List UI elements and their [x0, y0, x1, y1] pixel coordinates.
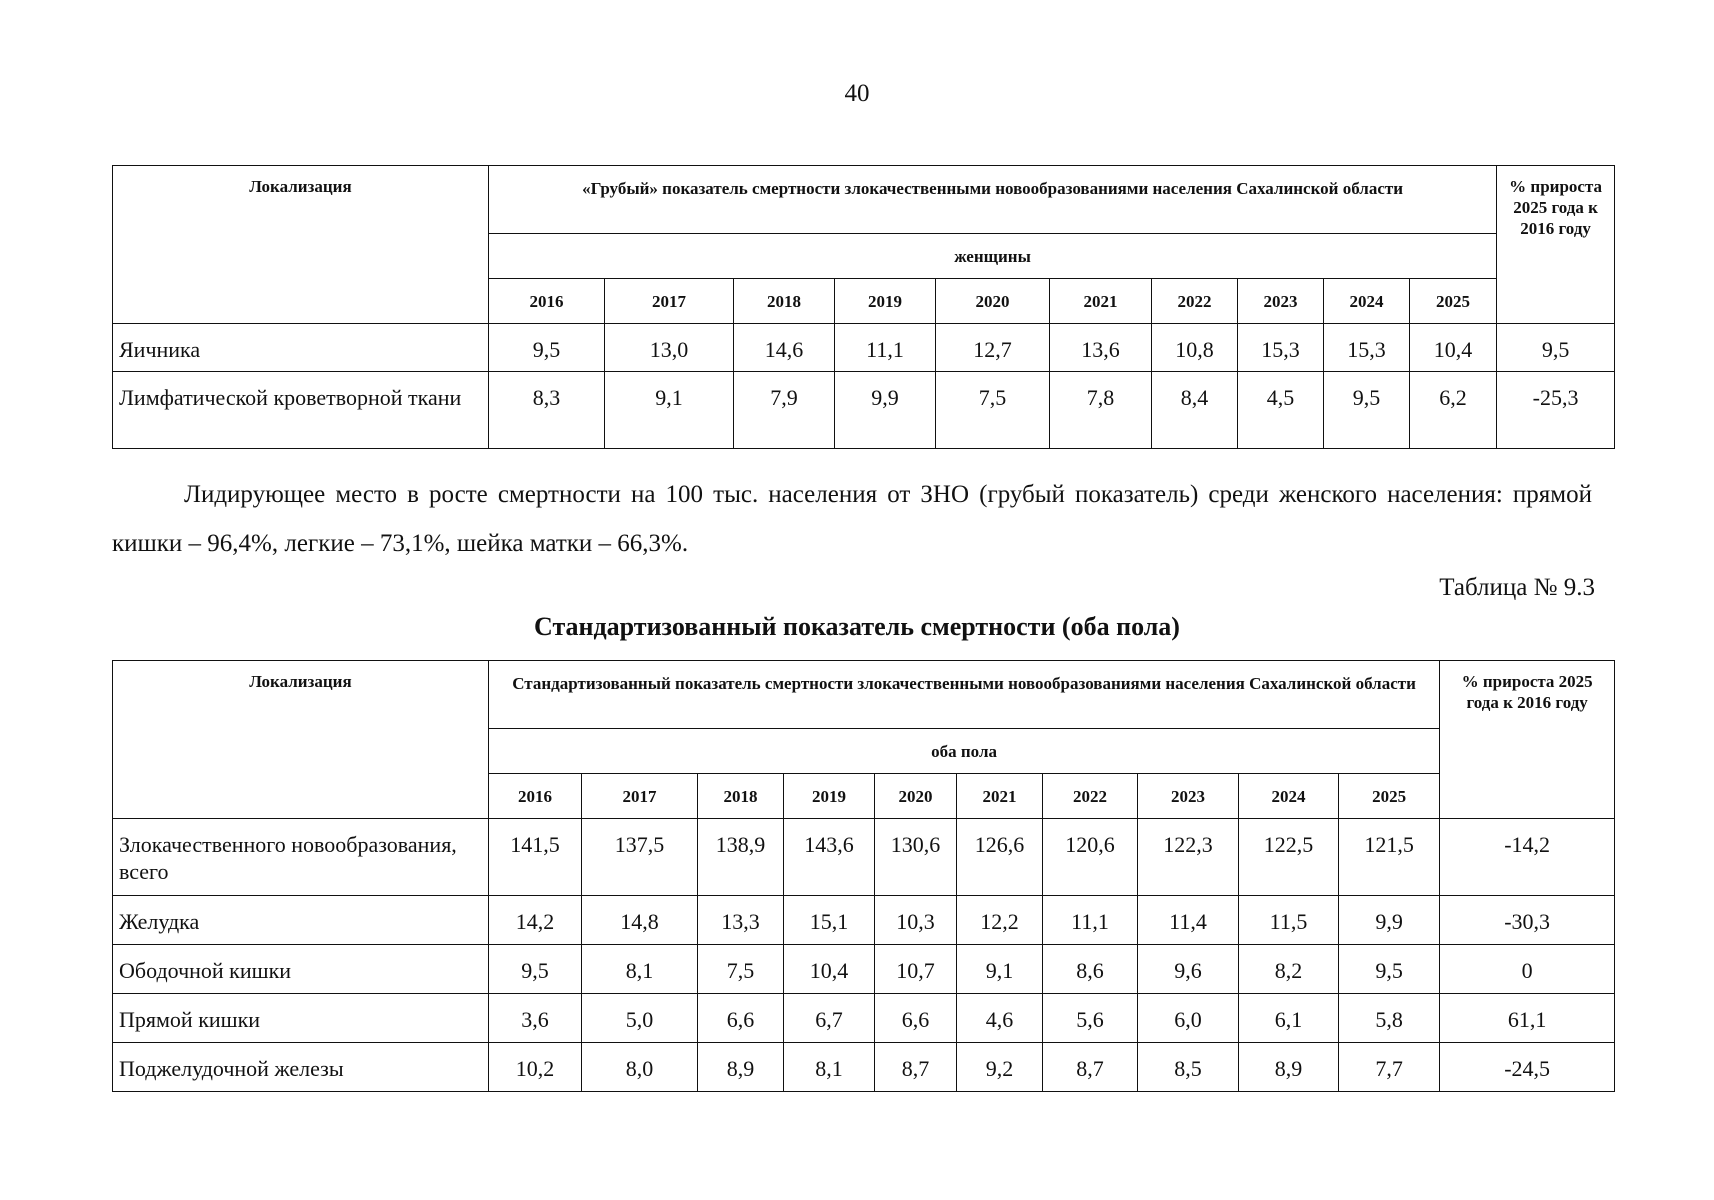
cell-value: 8,4 — [1152, 372, 1238, 449]
row-label: Лимфатической кроветворной ткани — [113, 372, 489, 449]
column-header-growth: % прироста 2025 года к 2016 году — [1440, 661, 1615, 819]
cell-value: 8,9 — [698, 1043, 784, 1092]
cell-value: 11,4 — [1138, 896, 1239, 945]
indicator-header: Стандартизованный показатель смертности злокачественными новообразованиями населения Сахалинской области — [489, 661, 1440, 729]
year-header: 2020 — [875, 774, 957, 819]
year-header: 2018 — [734, 279, 835, 324]
cell-value: 6,7 — [784, 994, 875, 1043]
table-crude-mortality-women — [112, 165, 1615, 449]
cell-value: 11,1 — [1043, 896, 1138, 945]
table-title: Стандартизованный показатель смертности (оба пола) — [534, 612, 1180, 641]
cell-growth: -30,3 — [1440, 896, 1615, 945]
cell-value: 9,5 — [489, 324, 605, 372]
cell-value: 9,9 — [835, 372, 936, 449]
cell-value: 121,5 — [1339, 819, 1440, 896]
table-number: Таблица № 9.3 — [1439, 574, 1595, 601]
cell-value: 12,7 — [936, 324, 1050, 372]
table-standardized-mortality — [112, 660, 1615, 1092]
cell-value: 8,6 — [1043, 945, 1138, 994]
cell-growth: -24,5 — [1440, 1043, 1615, 1092]
cell-growth: 0 — [1440, 945, 1615, 994]
year-header: 2021 — [957, 774, 1043, 819]
cell-value: 9,9 — [1339, 896, 1440, 945]
cell-value: 5,0 — [582, 994, 698, 1043]
cell-value: 6,0 — [1138, 994, 1239, 1043]
cell-value: 7,8 — [1050, 372, 1152, 449]
cell-value: 8,3 — [489, 372, 605, 449]
year-header: 2017 — [582, 774, 698, 819]
cell-value: 10,4 — [784, 945, 875, 994]
year-header: 2025 — [1410, 279, 1497, 324]
row-label: Поджелудочной железы — [113, 1043, 489, 1092]
year-header: 2025 — [1339, 774, 1440, 819]
cell-value: 6,6 — [698, 994, 784, 1043]
cell-value: 15,3 — [1324, 324, 1410, 372]
cell-value: 4,5 — [1238, 372, 1324, 449]
cell-value: 122,5 — [1239, 819, 1339, 896]
cell-value: 141,5 — [489, 819, 582, 896]
year-header: 2023 — [1238, 279, 1324, 324]
cell-value: 3,6 — [489, 994, 582, 1043]
column-header-localization: Локализация — [113, 661, 489, 819]
cell-value: 10,8 — [1152, 324, 1238, 372]
cell-value: 14,8 — [582, 896, 698, 945]
cell-value: 14,6 — [734, 324, 835, 372]
year-header: 2023 — [1138, 774, 1239, 819]
cell-value: 10,2 — [489, 1043, 582, 1092]
cell-value: 10,4 — [1410, 324, 1497, 372]
row-label: Злокачественного новообразования, всего — [113, 819, 489, 896]
year-header: 2022 — [1043, 774, 1138, 819]
cell-value: 143,6 — [784, 819, 875, 896]
table-row — [113, 372, 1615, 449]
cell-value: 9,1 — [605, 372, 734, 449]
cell-value: 120,6 — [1043, 819, 1138, 896]
cell-growth: 9,5 — [1497, 324, 1615, 372]
year-header: 2017 — [605, 279, 734, 324]
table-row — [113, 945, 1615, 994]
cell-value: 7,9 — [734, 372, 835, 449]
cell-value: 6,6 — [875, 994, 957, 1043]
column-header-localization: Локализация — [113, 166, 489, 324]
cell-value: 13,6 — [1050, 324, 1152, 372]
cell-value: 9,5 — [1324, 372, 1410, 449]
cell-value: 5,6 — [1043, 994, 1138, 1043]
row-label: Желудка — [113, 896, 489, 945]
cell-value: 7,5 — [936, 372, 1050, 449]
row-label: Прямой кишки — [113, 994, 489, 1043]
cell-value: 6,1 — [1239, 994, 1339, 1043]
table-row — [113, 994, 1615, 1043]
cell-value: 8,1 — [784, 1043, 875, 1092]
cell-value: 10,7 — [875, 945, 957, 994]
cell-value: 122,3 — [1138, 819, 1239, 896]
cell-value: 137,5 — [582, 819, 698, 896]
cell-value: 8,1 — [582, 945, 698, 994]
cell-value: 11,1 — [835, 324, 936, 372]
cell-value: 130,6 — [875, 819, 957, 896]
year-header: 2024 — [1239, 774, 1339, 819]
year-header: 2022 — [1152, 279, 1238, 324]
cell-value: 9,6 — [1138, 945, 1239, 994]
cell-value: 6,2 — [1410, 372, 1497, 449]
column-header-growth: % прироста 2025 года к 2016 году — [1497, 166, 1615, 324]
cell-value: 138,9 — [698, 819, 784, 896]
row-label: Ободочной кишки — [113, 945, 489, 994]
cell-value: 13,0 — [605, 324, 734, 372]
cell-value: 13,3 — [698, 896, 784, 945]
year-header: 2016 — [489, 279, 605, 324]
cell-value: 15,3 — [1238, 324, 1324, 372]
table-row — [113, 819, 1615, 896]
group-header: женщины — [489, 234, 1497, 279]
cell-value: 10,3 — [875, 896, 957, 945]
cell-growth: 61,1 — [1440, 994, 1615, 1043]
table-row — [113, 896, 1615, 945]
table-row — [113, 324, 1615, 372]
cell-growth: -25,3 — [1497, 372, 1615, 449]
year-header: 2021 — [1050, 279, 1152, 324]
cell-value: 8,0 — [582, 1043, 698, 1092]
cell-growth: -14,2 — [1440, 819, 1615, 896]
cell-value: 7,7 — [1339, 1043, 1440, 1092]
year-header: 2018 — [698, 774, 784, 819]
body-paragraph: Лидирующее место в росте смертности на 100 тыс. населения от ЗНО (грубый показатель) среди женского населения: прямой кишки – 96,4%, легкие – 73,1%, шейка матки – 66,3%. — [112, 481, 1592, 557]
cell-value: 7,5 — [698, 945, 784, 994]
year-header: 2024 — [1324, 279, 1410, 324]
cell-value: 8,9 — [1239, 1043, 1339, 1092]
year-header: 2019 — [835, 279, 936, 324]
cell-value: 14,2 — [489, 896, 582, 945]
cell-value: 4,6 — [957, 994, 1043, 1043]
cell-value: 9,5 — [1339, 945, 1440, 994]
table-row — [113, 1043, 1615, 1092]
cell-value: 9,1 — [957, 945, 1043, 994]
year-header: 2016 — [489, 774, 582, 819]
cell-value: 11,5 — [1239, 896, 1339, 945]
cell-value: 8,7 — [1043, 1043, 1138, 1092]
group-header: оба пола — [489, 729, 1440, 774]
row-label: Яичника — [113, 324, 489, 372]
year-header: 2019 — [784, 774, 875, 819]
page-number: 40 — [844, 80, 870, 107]
cell-value: 9,5 — [489, 945, 582, 994]
indicator-header: «Грубый» показатель смертности злокачественными новообразованиями населения Сахалинской области — [489, 166, 1497, 234]
cell-value: 8,2 — [1239, 945, 1339, 994]
cell-value: 8,5 — [1138, 1043, 1239, 1092]
cell-value: 9,2 — [957, 1043, 1043, 1092]
cell-value: 12,2 — [957, 896, 1043, 945]
year-header: 2020 — [936, 279, 1050, 324]
cell-value: 126,6 — [957, 819, 1043, 896]
cell-value: 15,1 — [784, 896, 875, 945]
cell-value: 5,8 — [1339, 994, 1440, 1043]
cell-value: 8,7 — [875, 1043, 957, 1092]
